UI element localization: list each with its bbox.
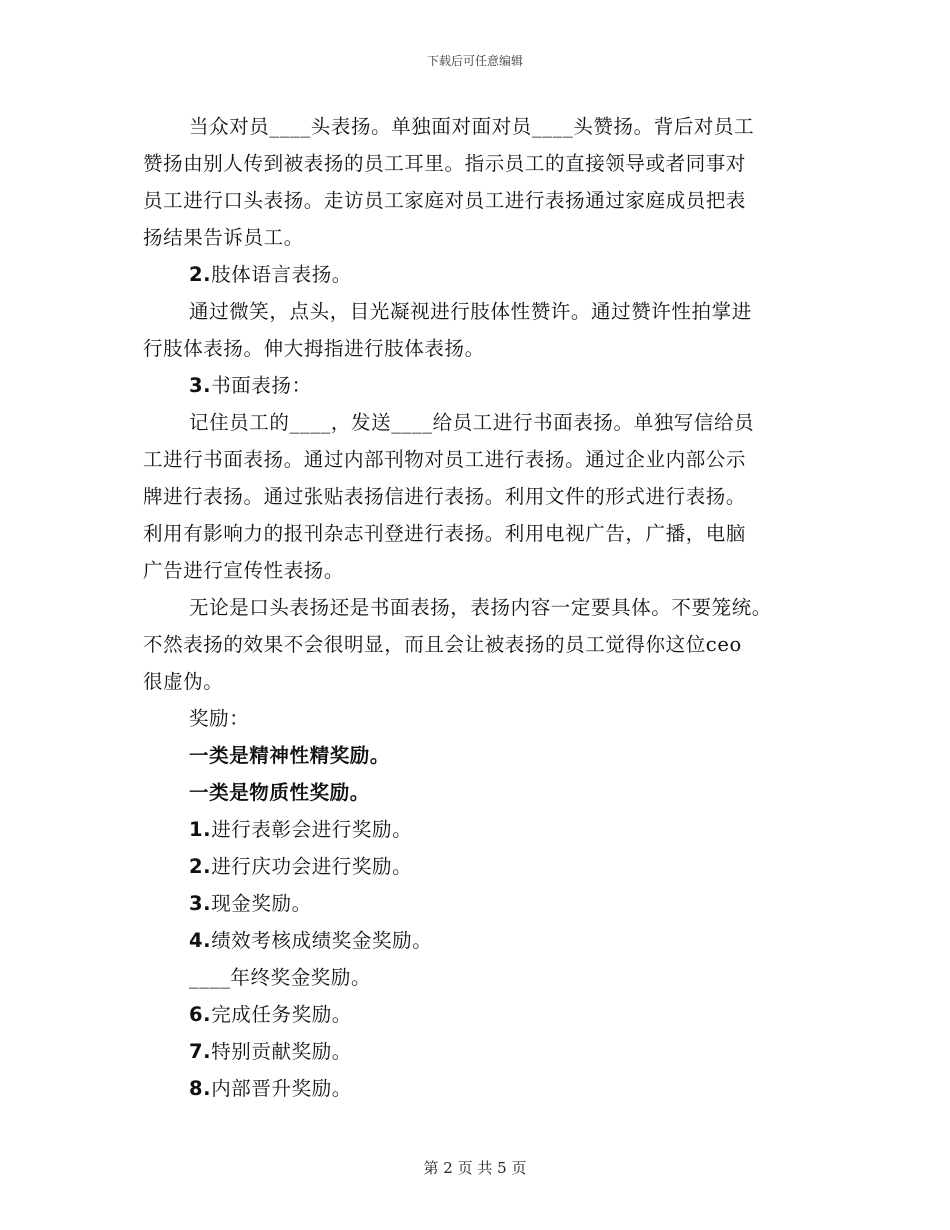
section-heading [143,256,808,293]
reward-item-text: ____年终奖金奖励。 [189,966,372,989]
material-reward-heading: 一类是物质性奖励。 [189,781,370,804]
body-line: 牌进行表扬。通过张贴表扬信进行表扬。利用文件的形式进行表扬。 [143,485,747,508]
reward-item-number: 7. [189,1040,212,1063]
reward-item [143,959,808,996]
section-heading [143,367,808,404]
body-line: 扬结果告诉员工。 [143,226,304,249]
body-line: 工进行书面表扬。通过内部刊物对员工进行表扬。通过企业内部公示 [143,448,747,471]
section-title: 书面表扬： [211,374,312,397]
reward-item [143,996,808,1033]
reward-item-number: 3. [189,892,212,915]
body-line: 无论是口头表扬还是书面表扬，表扬内容一定要具体。不要笼统。 [189,596,772,619]
reward-item-text: 现金奖励。 [211,892,312,915]
reward-item-number: 6. [189,1003,212,1026]
reward-item-number: 2. [189,855,212,878]
reward-item-text: 内部晋升奖励。 [211,1077,352,1100]
body-line: 赞扬由别人传到被表扬的员工耳里。指示员工的直接领导或者同事对 [143,152,747,175]
body-line: 不然表扬的效果不会很明显，而且会让被表扬的员工觉得你这位ceo [143,633,742,656]
body-line: 广告进行宣传性表扬。 [143,559,345,582]
rewards-label: 奖励： [189,707,250,730]
body-line: 很虚伪。 [143,670,224,693]
reward-item-text: 特别贡献奖励。 [211,1040,352,1063]
reward-item-text: 进行庆功会进行奖励。 [211,855,413,878]
reward-item-text: 绩效考核成绩奖金奖励。 [211,929,433,952]
reward-item-text: 进行表彰会进行奖励。 [211,818,413,841]
body-line: 利用有影响力的报刊杂志刊登进行表扬。利用电视广告，广播，电脑 [143,522,747,545]
reward-item [143,848,808,885]
reward-item [143,1033,808,1070]
body-line: 当众对员____头表扬。单独面对面对员____头赞扬。背后对员工 [189,115,755,138]
section-number: 3. [189,374,212,397]
reward-item [143,1070,808,1107]
reward-item-number: 8. [189,1077,212,1100]
body-line: 员工进行口头表扬。走访员工家庭对员工进行表扬通过家庭成员把表 [143,189,747,212]
body-line: 记住员工的____，发送____给员工进行书面表扬。单独写信给员 [189,411,755,434]
section-number: 2. [189,263,212,286]
body-line: 通过微笑，点头，目光凝视进行肢体性赞许。通过赞许性拍掌进 [189,300,752,323]
section-title: 肢体语言表扬。 [211,263,352,286]
reward-item [143,922,808,959]
reward-item-number: 4. [189,929,212,952]
reward-item-text: 完成任务奖励。 [211,1003,352,1026]
reward-item-number: 1. [189,818,212,841]
reward-item [143,885,808,922]
document-body [143,108,808,1107]
page-footer: 第 2 页 共 5 页 [423,1159,527,1177]
page-header: 下载后可任意编辑 [426,54,523,68]
spiritual-reward-heading: 一类是精神性精奖励。 [189,744,391,767]
body-line: 行肢体表扬。伸大拇指进行肢体表扬。 [143,337,485,360]
reward-item [143,811,808,848]
